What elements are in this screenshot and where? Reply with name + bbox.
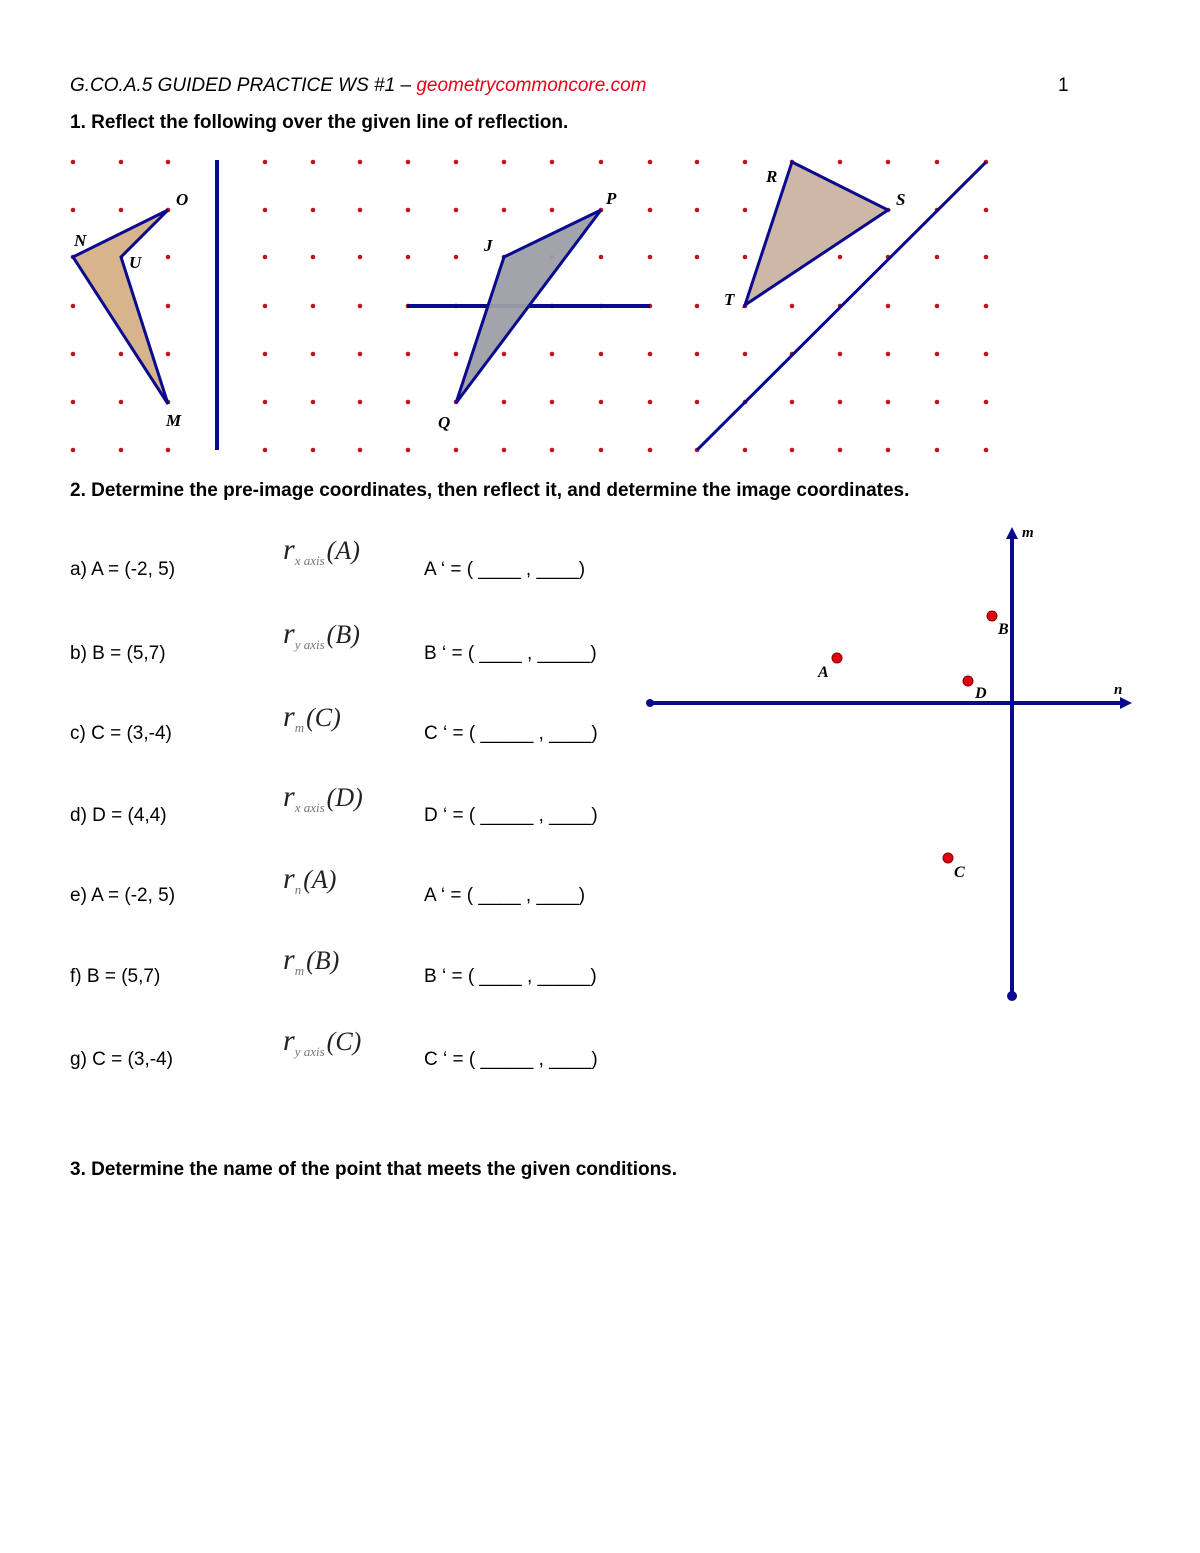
grid-dot (935, 160, 940, 165)
answer-blank[interactable]: A ‘ = ( ____ , ____) (424, 559, 586, 580)
grid-dot (935, 400, 940, 405)
grid-dot (886, 160, 891, 165)
point-b (987, 611, 997, 621)
answer-blank[interactable]: B ‘ = ( ____ , _____) (424, 966, 597, 987)
row-given: a) A = (-2, 5) (70, 559, 176, 580)
grid-dot (838, 400, 843, 405)
grid-dot (502, 352, 507, 357)
row-given: e) A = (-2, 5) (70, 885, 176, 906)
grid-dot (695, 352, 700, 357)
grid-dot (406, 160, 411, 165)
grid-dot (599, 400, 604, 405)
grid-dot (984, 400, 989, 405)
line-n-arrow (1120, 697, 1132, 709)
grid-dot (263, 448, 268, 453)
grid-dot (984, 304, 989, 309)
answer-blank[interactable]: A ‘ = ( ____ , ____) (424, 885, 586, 906)
point-a (832, 653, 842, 663)
grid-dot (743, 448, 748, 453)
grid-dot (119, 160, 124, 165)
grid-dot (119, 208, 124, 213)
grid-dot (695, 304, 700, 309)
grid-dot (406, 448, 411, 453)
grid-dot (550, 208, 555, 213)
grid-dot (454, 255, 459, 260)
grid-dot (695, 400, 700, 405)
grid-dot (119, 448, 124, 453)
grid-dot (454, 352, 459, 357)
line-n-endpoint (646, 699, 654, 707)
grid-dot (358, 400, 363, 405)
grid-dot (166, 448, 171, 453)
reflection-notation: $r_m(C)$ (283, 700, 341, 735)
grid-dot (984, 208, 989, 213)
grid-dot (502, 208, 507, 213)
grid-dot (648, 400, 653, 405)
grid-dot (71, 160, 76, 165)
label-r: R (766, 167, 778, 186)
grid-dot (406, 400, 411, 405)
label-line-n: n (1114, 682, 1123, 698)
site-link[interactable]: geometrycommoncore.com (416, 75, 647, 96)
grid-dot (166, 304, 171, 309)
point-d (963, 676, 973, 686)
grid-dot (263, 160, 268, 165)
grid-dot (648, 255, 653, 260)
grid-dot (311, 208, 316, 213)
grid-dot (599, 160, 604, 165)
grid-dot (454, 160, 459, 165)
reflection-notation: $r_{y axis}(C)$ (283, 1024, 362, 1059)
grid-dot (648, 352, 653, 357)
grid-dot (550, 160, 555, 165)
grid-dot (71, 304, 76, 309)
grid-dot (648, 448, 653, 453)
grid-dot (838, 255, 843, 260)
grid-dot (695, 208, 700, 213)
question-2-diagram (640, 520, 1140, 1010)
grid-dot (550, 352, 555, 357)
grid-dot (935, 352, 940, 357)
question-2-prompt: 2. Determine the pre-image coordinates, then reflect it, and determine the image coordinates. (70, 480, 910, 501)
answer-blank[interactable]: C ‘ = ( _____ , ____) (424, 1049, 598, 1070)
grid-dot (550, 400, 555, 405)
grid-dot (648, 208, 653, 213)
grid-dot (743, 160, 748, 165)
page-number: 1 (1058, 75, 1069, 96)
grid-dot (454, 448, 459, 453)
question-1-prompt: 1. Reflect the following over the given line of reflection. (70, 112, 569, 133)
grid-dot (311, 160, 316, 165)
grid-dot (263, 400, 268, 405)
grid-dot (119, 400, 124, 405)
grid-dot (166, 352, 171, 357)
line-m-endpoint (1007, 991, 1017, 1001)
reflection-notation: $r_{x axis}(A)$ (283, 533, 360, 568)
answer-blank[interactable]: D ‘ = ( _____ , ____) (424, 805, 598, 826)
grid-dot (886, 304, 891, 309)
grid-dot (71, 208, 76, 213)
grid-dot (311, 448, 316, 453)
grid-dot (311, 400, 316, 405)
grid-dot (358, 208, 363, 213)
grid-dot (502, 448, 507, 453)
grid-dot (599, 255, 604, 260)
reflection-notation: $r_{y axis}(B)$ (283, 617, 360, 652)
grid-dot (935, 255, 940, 260)
line-m-arrow (1006, 527, 1018, 539)
label-j: J (484, 236, 493, 255)
question-3-prompt: 3. Determine the name of the point that meets the given conditions. (70, 1159, 678, 1180)
grid-dot (743, 208, 748, 213)
grid-dot (71, 400, 76, 405)
grid-dot (886, 448, 891, 453)
label-p: P (606, 189, 617, 208)
grid-dot (311, 352, 316, 357)
grid-dot (263, 304, 268, 309)
grid-dot (790, 400, 795, 405)
worksheet-title: G.CO.A.5 GUIDED PRACTICE WS #1 – (70, 75, 412, 96)
grid-dot (935, 448, 940, 453)
grid-dot (71, 352, 76, 357)
grid-dot (454, 208, 459, 213)
row-given: g) C = (3,-4) (70, 1049, 173, 1070)
grid-dot (838, 448, 843, 453)
label-u: U (129, 253, 142, 272)
grid-dot (743, 255, 748, 260)
grid-dot (71, 448, 76, 453)
worksheet-header (70, 75, 647, 97)
label-s: S (896, 190, 906, 209)
grid-dot (502, 160, 507, 165)
grid-dot (263, 208, 268, 213)
grid-dot (984, 255, 989, 260)
reflection-notation: $r_n(A)$ (283, 862, 337, 897)
answer-blank[interactable]: B ‘ = ( ____ , _____) (424, 643, 597, 664)
grid-dot (935, 304, 940, 309)
grid-dot (406, 208, 411, 213)
grid-dot (406, 352, 411, 357)
row-given: c) C = (3,-4) (70, 723, 172, 744)
grid-dot (648, 160, 653, 165)
grid-dot (358, 448, 363, 453)
grid-dot (550, 448, 555, 453)
grid-dot (358, 255, 363, 260)
label-a: A (818, 664, 829, 681)
grid-dot (599, 448, 604, 453)
grid-dot (311, 304, 316, 309)
grid-dot (358, 160, 363, 165)
grid-dot (743, 352, 748, 357)
grid-dot (119, 352, 124, 357)
row-given: d) D = (4,4) (70, 805, 167, 826)
grid-dot (695, 160, 700, 165)
grid-dot (695, 255, 700, 260)
grid-dot (263, 352, 268, 357)
grid-dot (790, 448, 795, 453)
grid-dot (599, 352, 604, 357)
grid-dot (406, 255, 411, 260)
grid-dot (311, 255, 316, 260)
reflection-notation: $r_{x axis}(D)$ (283, 780, 363, 815)
grid-dot (263, 255, 268, 260)
label-line-m: m (1022, 525, 1034, 541)
row-given: b) B = (5,7) (70, 643, 166, 664)
label-t: T (724, 290, 735, 309)
label-b: B (998, 621, 1009, 638)
point-c (943, 853, 953, 863)
grid-dot (166, 255, 171, 260)
grid-dot (886, 352, 891, 357)
row-given: f) B = (5,7) (70, 966, 161, 987)
label-c: C (954, 864, 965, 881)
grid-dot (838, 160, 843, 165)
grid-dot (358, 304, 363, 309)
question-1-figures (0, 140, 1200, 460)
label-o: O (176, 190, 189, 209)
label-n: N (74, 231, 87, 250)
label-d: D (975, 685, 987, 702)
label-q: Q (438, 413, 451, 432)
reflection-notation: $r_m(B)$ (283, 943, 340, 978)
answer-blank[interactable]: C ‘ = ( _____ , ____) (424, 723, 598, 744)
label-m: M (166, 411, 182, 430)
shape-nomu (73, 210, 168, 404)
grid-dot (984, 352, 989, 357)
grid-dot (790, 304, 795, 309)
grid-dot (838, 352, 843, 357)
grid-dot (358, 352, 363, 357)
grid-dot (502, 400, 507, 405)
grid-dot (984, 448, 989, 453)
grid-dot (166, 160, 171, 165)
grid-dot (886, 400, 891, 405)
